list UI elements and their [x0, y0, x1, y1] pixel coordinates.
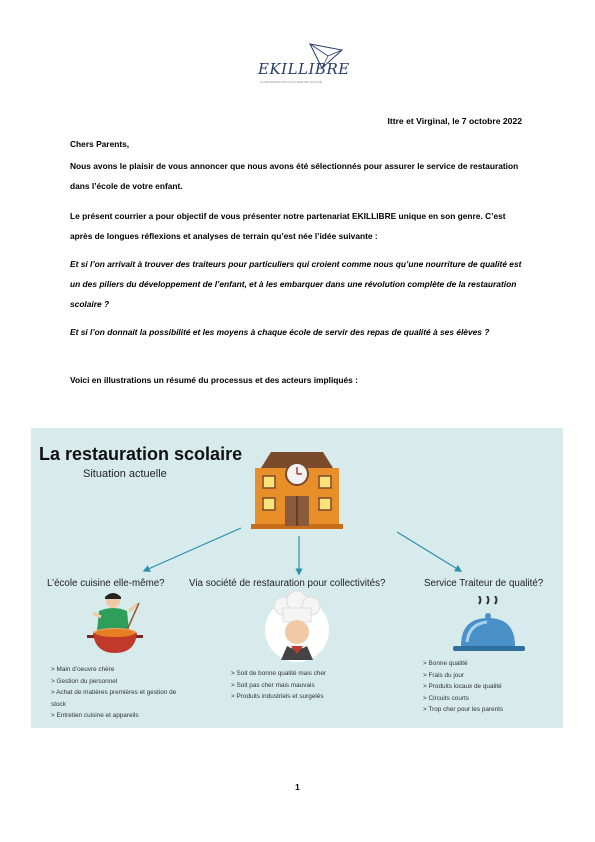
food-cloche-icon: [451, 596, 531, 656]
column-title-catering-company: Via société de restauration pour collectivités?: [189, 578, 386, 589]
column-title-school-cooks: L’école cuisine elle-même?: [47, 578, 165, 589]
list-item: > Main d’oeuvre chère: [51, 664, 191, 676]
column-title-quality-caterer: Service Traiteur de qualité?: [424, 578, 544, 589]
list-item: > Bonne qualité: [423, 658, 553, 670]
list-quality-caterer: [423, 658, 553, 716]
list-item: > Circuits courts: [423, 693, 553, 705]
list-item: > Soit pas cher mais mauvais: [231, 680, 391, 692]
cook-with-pot-icon: [83, 591, 149, 655]
logo-wordmark: EKILLIBRE: [258, 60, 350, 78]
paragraph-purpose: Le présent courrier a pour objectif de vous présenter notre partenariat EKILLIBRE unique en son genre. C’est après de longues réflexions et analyses de terrain qu’est née l’idée suivante :: [70, 211, 506, 241]
arrow-left: [146, 528, 241, 570]
paragraph-illustration-intro: Voici en illustrations un résumé du processus et des acteurs impliqués :: [70, 375, 358, 385]
list-item: > Frais du jour: [423, 670, 553, 682]
paper-plane-icon: [308, 40, 344, 70]
list-item: > Gestion du personnel: [51, 676, 191, 688]
infographic: [31, 428, 563, 728]
paragraph-question-1: Et si l’on arrivait à trouver des traiteurs pour particuliers qui croient comme nous qu’une nourriture de qualité est un des piliers du développement de l’enfant, et à les embarquer dans une révolution complète de la restauration scolaire ?: [70, 259, 522, 309]
logo-tagline: LA RESTAURATION SCOLAIRE DE QUALITÉ: [260, 80, 323, 84]
list-item: > Soit de bonne qualité mais cher: [231, 668, 391, 680]
list-item: > Achat de matières premières et gestion de stock: [51, 687, 191, 710]
chef-icon: [263, 590, 331, 662]
list-item: > Trop cher pour les parents: [423, 704, 553, 716]
infographic-title: La restauration scolaire: [39, 444, 243, 464]
page-number: 1: [295, 782, 300, 792]
salutation: Chers Parents,: [70, 139, 130, 149]
list-school-cooks: [51, 664, 191, 722]
list-item: > Entretien cuisine et appareils: [51, 710, 191, 722]
list-item: > Produits locaux de qualité: [423, 681, 553, 693]
flow-arrows: [31, 428, 563, 588]
ekillibre-logo: [250, 40, 350, 90]
infographic-subtitle: Situation actuelle: [83, 468, 167, 480]
paragraph-announcement: Nous avons le plaisir de vous annoncer que nous avons été sélectionnés pour assurer le service de restauration dans l’école de votre enfant.: [70, 161, 519, 191]
list-catering-company: [231, 668, 391, 703]
list-item: > Produits industriels et surgelés: [231, 691, 391, 703]
arrow-right: [397, 532, 459, 570]
date-line: Ittre et Virginal, le 7 octobre 2022: [387, 116, 522, 126]
paragraph-question-2: Et si l’on donnait la possibilité et les moyens à chaque école de servir des repas de qualité à ses élèves ?: [70, 327, 490, 337]
